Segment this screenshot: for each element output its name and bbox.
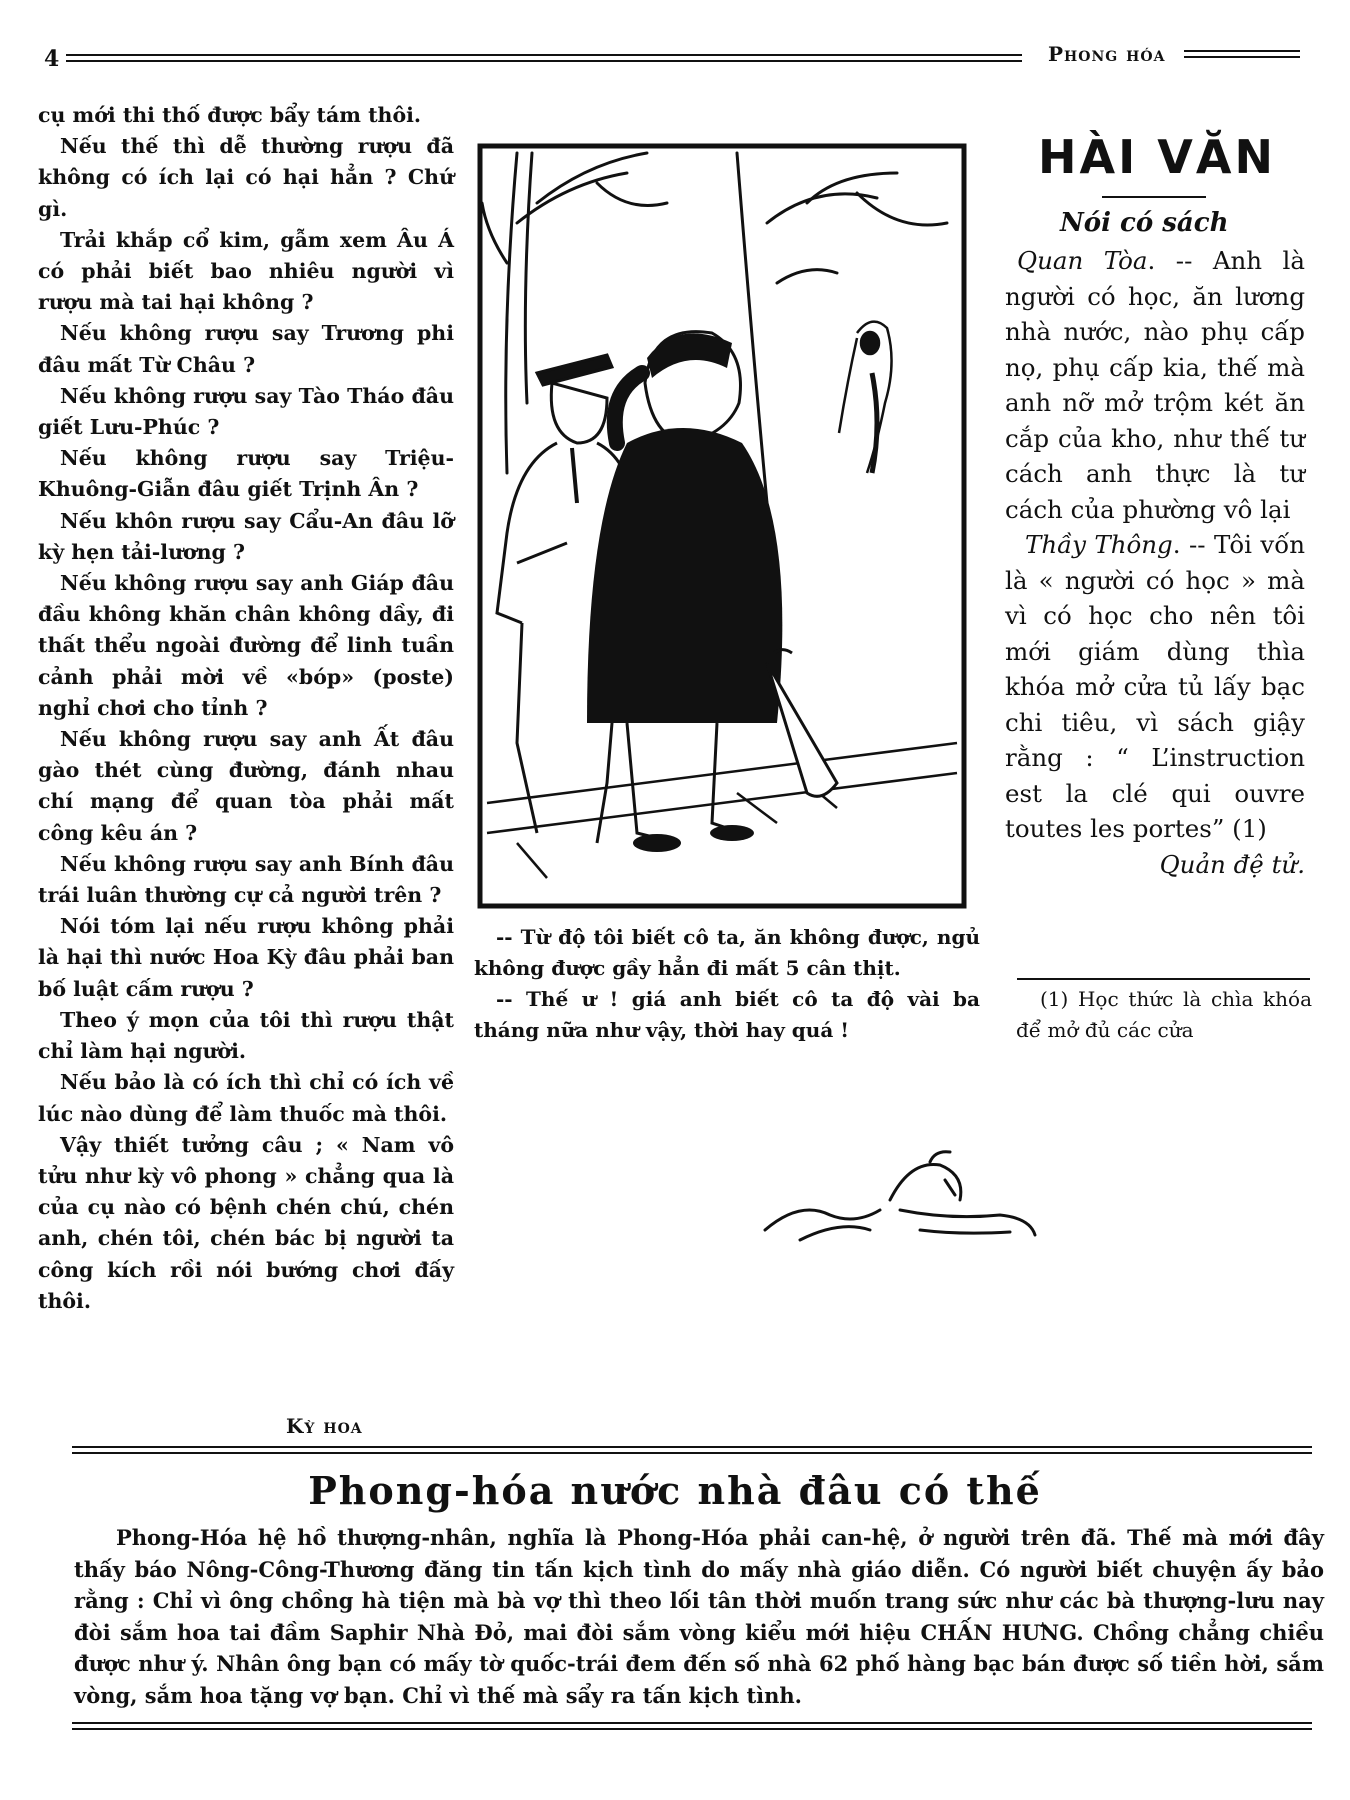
cartoon-caption	[474, 922, 980, 1046]
left-paragraph: Nếu bảo là có ích thì chỉ có ích về lúc nào dùng để làm thuốc mà thôi.	[38, 1070, 454, 1126]
judge-speaker: Quan Tòa	[1017, 246, 1148, 275]
footnote-rule	[1017, 978, 1310, 980]
header-rule-left	[66, 54, 1022, 62]
caption-line-text: Thế ư ! giá anh biết cô ta độ vài ba tháng nữa như vậy, thời hay quá !	[474, 987, 980, 1042]
left-paragraph: Nếu thế thì dễ thường rượu đã không có ích lại có hại hẳn ? Chứ gì.	[38, 134, 454, 221]
clerk-text: Tôi vốn là « người có học » mà vì có học cho nên tôi mới giám dùng thìa khóa mở cửa tủ lấy bạc chi tiêu, vì sách giậy rằng : “ L’instruction est la clé qui ouvre toutes les portes” (1)	[1005, 530, 1305, 843]
caption-line: -- Từ độ tôi biết cô ta, ăn không được, ngủ không được gầy hẳn đi mất 5 cân thịt.	[474, 925, 980, 980]
left-paragraph: Nếu không rượu say Trương phi đâu mất Từ Châu ?	[38, 321, 454, 377]
left-paragraph: Nếu không rượu say Triệu-Khuông-Giẫn đâu giết Trịnh Ân ?	[38, 446, 454, 502]
page-number: 4	[44, 46, 60, 72]
footnote: (1) Học thức là chìa khóa để mở đủ các cửa	[1016, 987, 1312, 1042]
section-title-rule	[1102, 196, 1206, 198]
left-paragraph: Nếu không rượu say anh Giáp đâu đầu không khăn chân không dầy, đi thất thểu ngoài đường để linh tuần cảnh phải mời về «bóp» (poste) nghỉ chơi cho tỉnh ?	[38, 571, 454, 720]
clerk-speaker: Thầy Thông	[1025, 530, 1173, 559]
cartoon-illustration	[477, 143, 967, 909]
left-paragraph: Vậy thiết tưởng câu ; « Nam vô tửu như kỳ vô phong » chẳng qua là của cụ nào có bệnh chén chú, chén anh, chén tôi, chén bác bị người ta công kích rồi nói bướng chơi đấy thôi.	[38, 1132, 454, 1313]
left-paragraph: Nếu khôn rượu say Cẩu-An đâu lỡ kỳ hẹn tải-lương ?	[38, 508, 454, 564]
left-article	[38, 100, 454, 1317]
caption-line-text: Từ độ tôi biết cô ta, ăn không được, ngủ không được gầy hẳn đi mất 5 cân thịt.	[474, 925, 980, 980]
left-paragraph: Nếu không rượu say anh Ất đâu gào thét cùng đường, đánh nhau chí mạng để quan tòa phải mất công kêu án ?	[38, 727, 454, 845]
left-paragraph: Nếu không rượu say Tào Tháo đâu giết Lưu-Phúc ?	[38, 383, 454, 440]
bottom-article-title: Phong-hóa nước nhà đâu có thế	[308, 1468, 1042, 1513]
header-rule-right	[1184, 50, 1300, 58]
bottom-article-body: Phong-Hóa hệ hồ thượng-nhân, nghĩa là Phong-Hóa phải can-hệ, ở người trên đã. Thế mà mới đây thấy báo Nông-Công-Thương đăng tin tấn kịch tình do mấy nhà giáo diễn. Có người biết chuyện ấy bảo rằng : Chỉ vì ông chồng hà tiện mà bà vợ thì theo lối tân thời muốn trang sức như các bà thượng-lưu nay đòi sắm hoa tai đầm Saphir Nhà Đỏ, mai đòi sắm vòng kiểu mới hiệu CHẤN HƯNG. Chồng chẳng chiều được như ý. Nhân ông bạn có mấy tờ quốc-trái đem đến số nhà 62 phố hàng bạc bán được số tiền hời, sắm vòng, sắm hoa tặng vợ bạn. Chỉ vì thế mà sẩy ra tấn kịch tình.	[74, 1525, 1324, 1708]
newspaper-title: Phong hóa	[1048, 42, 1166, 66]
caption-line: -- Thế ư ! giá anh biết cô ta độ vài ba tháng nữa như vậy, thời hay quá !	[474, 987, 980, 1042]
bottom-article-top-rule	[72, 1446, 1312, 1454]
left-paragraph: Nếu không rượu say anh Bính đâu trái luân thường cự cả người trên ?	[38, 851, 454, 908]
decorative-doodle	[760, 1140, 1040, 1250]
left-article-signature: Kỳ hoa	[286, 1414, 363, 1438]
section-subtitle: Nói có sách	[1060, 208, 1229, 238]
judge-line: Quan Tòa. -- Anh là người có học, ăn lương nhà nước, nào phụ cấp nọ, phụ cấp kia, thế mà anh nỡ mở trộm két ăn cắp của kho, như thế tư cách anh thực là tư cách của phường vô lại	[1005, 246, 1305, 524]
left-paragraph: Theo ý mọn của tôi thì rượu thật chỉ làm hại người.	[38, 1007, 454, 1064]
left-paragraph: cụ mới thi thố được bẩy tám thôi.	[38, 103, 422, 127]
bottom-article-bottom-rule	[72, 1722, 1312, 1730]
judge-text: Anh là người có học, ăn lương nhà nước, nào phụ cấp nọ, phụ cấp kia, thế mà anh nỡ mở trộm két ăn cắp của kho, như thế tư cách anh thực là tư cách của phường vô lại	[1005, 246, 1305, 524]
left-paragraph: Nói tóm lại nếu rượu không phải là hại thì nước Hoa Kỳ đâu phải ban bố luật cấm rượu ?	[38, 914, 454, 1001]
clerk-line: Thầy Thông. -- Tôi vốn là « người có học » mà vì có học cho nên tôi mới giám dùng thìa khóa mở cửa tủ lấy bạc chi tiêu, vì sách giậy rằng : “ L’instruction est la clé qui ouvre toutes les portes” (1)	[1005, 530, 1305, 843]
hai-van-signature: Quản đệ tử.	[1159, 849, 1305, 879]
hai-van-body	[1005, 243, 1305, 882]
left-paragraph: Trải khắp cổ kim, gẫm xem Âu Á có phải biết bao nhiêu người vì rượu mà tai hại không ?	[38, 227, 454, 315]
section-title: HÀI VĂN	[1038, 130, 1276, 184]
